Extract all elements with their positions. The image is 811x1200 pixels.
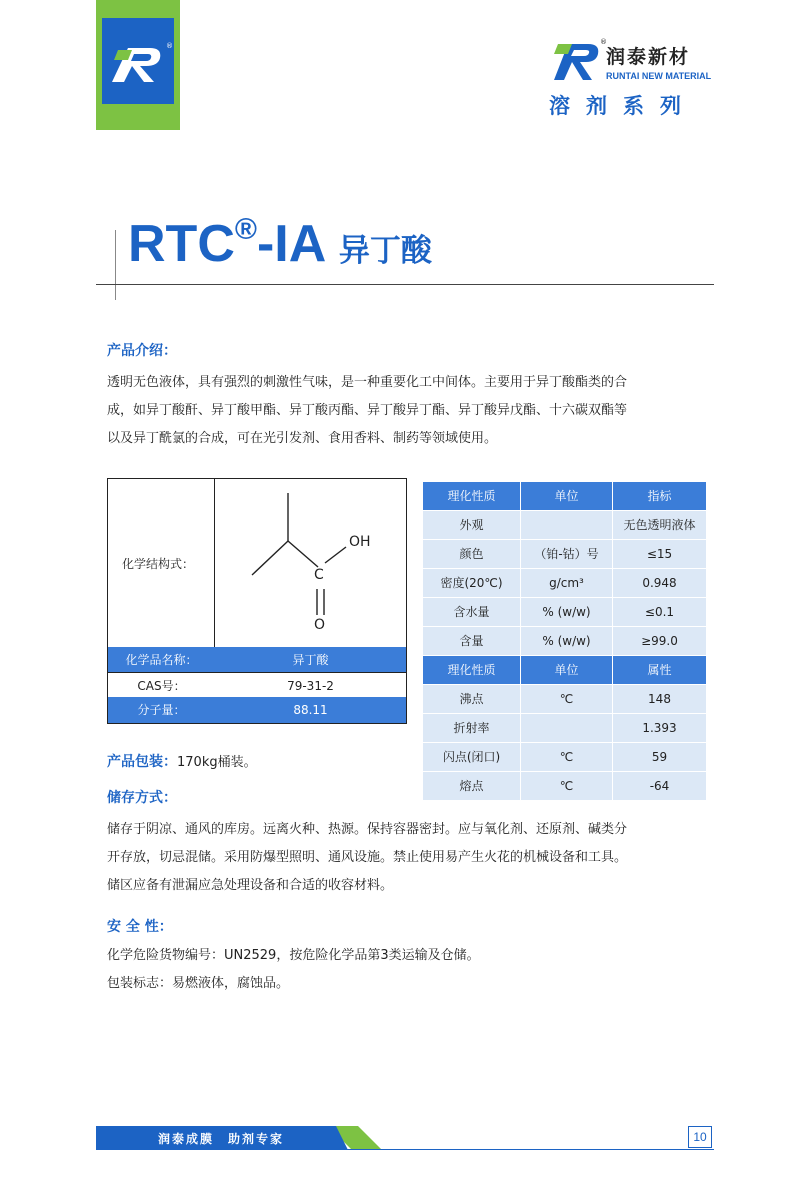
table-row [423, 627, 706, 656]
table-row [423, 743, 706, 772]
table-cell: 沸点 [423, 685, 521, 713]
table-cell: 148 [648, 692, 671, 706]
row-value: 88.11 [293, 703, 328, 717]
table-cell: ℃ [521, 772, 613, 800]
table-cell: ℃ [521, 743, 613, 771]
table-cell: ≤15 [646, 547, 673, 561]
intro-line: 成，如异丁酸酐、异丁酸甲酯、异丁酸丙酯、异丁酸异丁酯、异丁酸异戊酯、十六碳双酯等 [107, 403, 628, 418]
header-cell: 理化性质 [423, 656, 521, 684]
carbon-label: C [314, 567, 324, 583]
props-header [423, 482, 706, 511]
left-logo-block [96, 0, 180, 130]
safety-paragraph [107, 942, 715, 998]
table-row [423, 540, 706, 569]
structure-row-mw [108, 697, 406, 723]
table-cell: % (w/w) [521, 627, 613, 655]
rk-logo-icon [110, 40, 166, 84]
intro-line: 透明无色液体，具有强烈的刺激性气味，是一种重要化工中间体。主要用于异丁酸酯类的合 [107, 375, 628, 390]
header-cell: 单位 [521, 482, 613, 510]
safety-line: 化学危险货物编号：UN2529，按危险化学品第3类运输及仓储。 [107, 948, 480, 963]
row-label: CAS号： [137, 679, 186, 693]
table-row [423, 714, 706, 743]
table-cell: 密度(20℃) [423, 569, 521, 597]
packaging-heading: 产品包装： [107, 754, 177, 770]
structure-row-name [108, 647, 406, 673]
structure-table [107, 478, 407, 724]
intro-line: 以及异丁酰氯的合成，可在光引发剂、食用香料、制药等领域使用。 [107, 431, 498, 446]
table-row [423, 598, 706, 627]
storage-paragraph [107, 816, 715, 900]
table-cell: 1.393 [642, 721, 677, 735]
storage-line: 开存放，切忌混储。采用防爆型照明、通风设施。禁止使用易产生火花的机械设备和工具。 [107, 850, 628, 865]
title-vertical-line [115, 230, 116, 300]
brand-logo-icon [552, 38, 602, 82]
table-cell: 0.948 [642, 576, 677, 590]
table-cell: 含量 [423, 627, 521, 655]
title-code: RTC [128, 215, 235, 273]
storage-heading: 储存方式： [107, 790, 177, 806]
intro-paragraph [107, 369, 715, 453]
header-cell: 理化性质 [423, 482, 521, 510]
table-cell: -64 [649, 779, 670, 793]
props-header [423, 656, 706, 685]
structure-row-cas [108, 672, 406, 698]
table-cell: 外观 [423, 511, 521, 539]
properties-table [423, 482, 706, 801]
table-row [423, 772, 706, 801]
intro-heading: 产品介绍： [107, 343, 177, 359]
table-cell: 无色透明液体 [623, 518, 696, 532]
brand-name-en: RUNTAI NEW MATERIAL [606, 71, 712, 81]
registered-mark: ® [166, 42, 173, 50]
row-value: 79-31-2 [287, 679, 334, 693]
table-cell [521, 714, 613, 742]
table-cell: % (w/w) [521, 598, 613, 626]
safety-line: 包装标志：易燃液体，腐蚀品。 [107, 976, 290, 991]
structure-divider [214, 479, 215, 647]
storage-line: 储存于阴凉、通风的库房。远离火种、热源。保持容器密封。应与氧化剂、还原剂、碱类分 [107, 822, 628, 837]
table-cell: ℃ [521, 685, 613, 713]
row-label: 化学品名称： [125, 653, 198, 667]
table-row [423, 511, 706, 540]
oxygen-label: O [314, 617, 326, 633]
table-cell: 含水量 [423, 598, 521, 626]
table-cell [521, 511, 613, 539]
table-cell: 闪点(闭口) [423, 743, 521, 771]
brand-name-cn: 润泰新材 [606, 46, 691, 68]
table-cell: 折射率 [423, 714, 521, 742]
table-cell: （铂-钴）号 [521, 540, 613, 568]
brand-registered-mark: ® [600, 38, 607, 46]
packaging-text: 170kg桶装。 [177, 755, 257, 770]
header-cell: 指标 [647, 489, 672, 503]
structure-label: 化学结构式： [122, 557, 195, 571]
brand-series: 溶剂系列 [549, 94, 697, 118]
table-cell: 熔点 [423, 772, 521, 800]
title-name-cn: 异丁酸 [338, 233, 432, 269]
title-reg: ® [234, 212, 257, 246]
page-number: 10 [688, 1126, 712, 1148]
logo-panel [102, 18, 174, 104]
table-cell: 颜色 [423, 540, 521, 568]
table-row [423, 569, 706, 598]
table-cell: ≤0.1 [644, 605, 675, 619]
footer-line [96, 1149, 714, 1150]
table-row [423, 685, 706, 714]
packaging-section [107, 751, 257, 771]
table-cell: 59 [651, 750, 668, 764]
storage-line: 储区应备有泄漏应急处理设备和合适的收容材料。 [107, 878, 394, 893]
safety-heading: 安 全 性： [107, 919, 173, 935]
footer-slogan: 润泰成膜 助剂专家 [158, 1132, 285, 1146]
header-cell: 属性 [647, 663, 672, 677]
product-title [128, 214, 432, 274]
row-label: 分子量： [137, 703, 186, 717]
title-divider [96, 284, 714, 285]
row-value: 异丁酸 [292, 653, 329, 667]
header-cell: 单位 [521, 656, 613, 684]
oh-label: OH [349, 534, 371, 550]
footer-accent [328, 1126, 384, 1150]
table-cell: g/cm³ [521, 569, 613, 597]
title-suffix: -IA [256, 215, 325, 273]
table-cell: ≥99.0 [641, 634, 678, 648]
